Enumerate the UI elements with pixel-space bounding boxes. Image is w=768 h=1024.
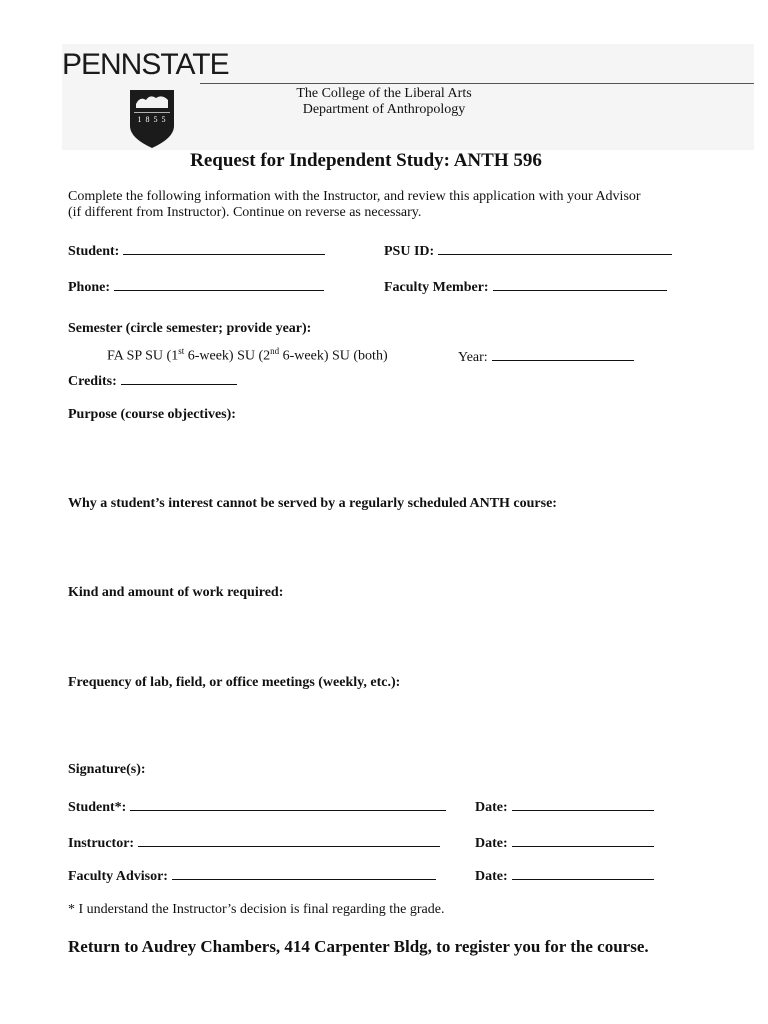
intro-line-1: Complete the following information with the Instructor, and review this application with your Advisor	[68, 189, 641, 204]
return-note: Return to Audrey Chambers, 414 Carpenter Bldg, to register you for the course.	[68, 937, 649, 956]
shield-icon	[128, 88, 176, 150]
credits-input[interactable]	[121, 371, 237, 385]
college-name: The College of the Liberal Arts	[296, 86, 472, 101]
phone-field	[68, 277, 324, 296]
advisor-signature-field	[68, 866, 436, 885]
intro-line-2: (if different from Instructor). Continue on reverse as necessary.	[68, 205, 422, 220]
faculty-member-label: Faculty Member:	[384, 280, 489, 295]
advisor-date-field	[475, 866, 654, 885]
page-title: Request for Independent Study: ANTH 596	[190, 150, 542, 171]
instructor-signature-input[interactable]	[138, 833, 440, 847]
instructor-signature-field	[68, 833, 440, 852]
student-signature-input[interactable]	[130, 797, 446, 811]
credits-field	[68, 371, 237, 390]
phone-label: Phone:	[68, 280, 110, 295]
pennstate-logo: PENNSTATE	[62, 48, 229, 81]
semester-label: Semester (circle semester; provide year):	[68, 321, 312, 336]
year-label: Year:	[458, 350, 488, 365]
student-label: Student:	[68, 244, 120, 259]
year-input[interactable]	[492, 347, 634, 361]
signatures-heading: Signature(s):	[68, 762, 146, 777]
psu-id-field	[384, 241, 672, 260]
department-name: Department of Anthropology	[302, 102, 466, 117]
instructor-signature-label: Instructor:	[68, 836, 135, 851]
advisor-signature-input[interactable]	[172, 866, 436, 880]
frequency-label: Frequency of lab, field, or office meetings (weekly, etc.):	[68, 675, 401, 690]
semester-options[interactable]: FA SP SU (1st 6-week) SU (2nd 6-week) SU (both)	[107, 346, 388, 364]
credits-label: Credits:	[68, 374, 117, 389]
instructor-date-field	[475, 833, 654, 852]
faculty-member-field	[384, 277, 667, 296]
year-field	[458, 347, 634, 366]
shield-year: 1 8 5 5	[137, 115, 167, 124]
advisor-date-label: Date:	[475, 869, 508, 884]
psu-id-input[interactable]	[438, 241, 672, 255]
student-signature-label: Student*:	[68, 800, 127, 815]
psu-id-label: PSU ID:	[384, 244, 435, 259]
why-label: Why a student’s interest cannot be served by a regularly scheduled ANTH course:	[68, 496, 557, 511]
purpose-label: Purpose (course objectives):	[68, 407, 236, 422]
instructor-date-label: Date:	[475, 836, 508, 851]
student-field	[68, 241, 325, 260]
student-date-label: Date:	[475, 800, 508, 815]
student-date-input[interactable]	[512, 797, 654, 811]
intro-text	[68, 189, 708, 221]
faculty-member-input[interactable]	[493, 277, 667, 291]
student-input[interactable]	[123, 241, 325, 255]
student-signature-field	[68, 797, 446, 816]
header-rule	[200, 83, 754, 84]
college-block	[250, 86, 518, 118]
phone-input[interactable]	[114, 277, 324, 291]
instructor-date-input[interactable]	[512, 833, 654, 847]
advisor-date-input[interactable]	[512, 866, 654, 880]
advisor-signature-label: Faculty Advisor:	[68, 869, 168, 884]
footnote: * I understand the Instructor’s decision is final regarding the grade.	[68, 902, 445, 917]
work-label: Kind and amount of work required:	[68, 585, 284, 600]
student-date-field	[475, 797, 654, 816]
